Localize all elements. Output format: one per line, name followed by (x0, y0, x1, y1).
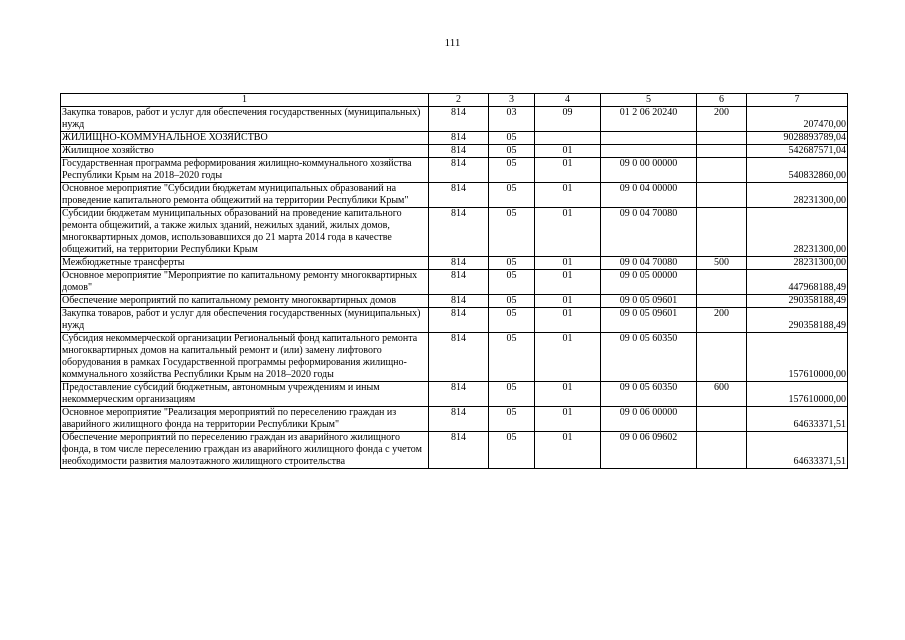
subsection-code-cell: 01 (535, 295, 601, 308)
subsection-code-cell: 01 (535, 257, 601, 270)
ministry-code-cell: 814 (429, 270, 489, 295)
target-article-cell: 09 0 00 00000 (601, 158, 697, 183)
section-code-cell: 05 (489, 270, 535, 295)
column-header: 7 (747, 94, 848, 107)
expense-type-cell (697, 432, 747, 469)
subsection-code-cell: 01 (535, 382, 601, 407)
target-article-cell: 09 0 05 60350 (601, 333, 697, 382)
subsection-code-cell: 01 (535, 208, 601, 257)
amount-cell: 64633371,51 (747, 407, 848, 432)
target-article-cell: 09 0 04 00000 (601, 183, 697, 208)
section-code-cell: 03 (489, 107, 535, 132)
subsection-code-cell: 01 (535, 432, 601, 469)
ministry-code-cell: 814 (429, 132, 489, 145)
expense-type-cell (697, 407, 747, 432)
ministry-code-cell: 814 (429, 382, 489, 407)
amount-cell: 290358188,49 (747, 295, 848, 308)
section-code-cell: 05 (489, 208, 535, 257)
budget-table (60, 93, 848, 469)
expense-type-cell (697, 270, 747, 295)
item-name-cell: Межбюджетные трансферты (61, 257, 429, 270)
subsection-code-cell: 01 (535, 407, 601, 432)
target-article-cell: 09 0 04 70080 (601, 257, 697, 270)
subsection-code-cell: 01 (535, 308, 601, 333)
amount-cell: 207470,00 (747, 107, 848, 132)
table-row (61, 158, 848, 183)
amount-cell: 542687571,04 (747, 145, 848, 158)
section-code-cell: 05 (489, 308, 535, 333)
section-code-cell: 05 (489, 407, 535, 432)
amount-cell: 9028893789,04 (747, 132, 848, 145)
expense-type-cell: 500 (697, 257, 747, 270)
subsection-code-cell: 01 (535, 333, 601, 382)
ministry-code-cell: 814 (429, 107, 489, 132)
ministry-code-cell: 814 (429, 295, 489, 308)
expense-type-cell (697, 145, 747, 158)
item-name-cell: Жилищное хозяйство (61, 145, 429, 158)
table-row (61, 132, 848, 145)
section-code-cell: 05 (489, 132, 535, 145)
item-name-cell: Субсидия некоммерческой организации Региональный фонд капитального ремонта многоквартирных домов на капитальный ремонт и (или) замену лифтового оборудования в рамках Государственной программы реформирования жилищно-коммунального хозяйства Республики Крым на 2018–2020 годы (61, 333, 429, 382)
table-row (61, 257, 848, 270)
item-name-cell: Закупка товаров, работ и услуг для обеспечения государственных (муниципальных) нужд (61, 308, 429, 333)
target-article-cell: 09 0 05 09601 (601, 295, 697, 308)
expense-type-cell (697, 333, 747, 382)
section-code-cell: 05 (489, 158, 535, 183)
section-code-cell: 05 (489, 432, 535, 469)
amount-cell: 157610000,00 (747, 382, 848, 407)
amount-cell: 28231300,00 (747, 183, 848, 208)
subsection-code-cell: 01 (535, 270, 601, 295)
table-row (61, 270, 848, 295)
table-header-row (61, 94, 848, 107)
table-row (61, 432, 848, 469)
target-article-cell (601, 145, 697, 158)
item-name-cell: Субсидии бюджетам муниципальных образований на проведение капитального ремонта общежитий, а также жилых зданий, нежилых зданий, жилых домов, многоквартирных домов, использовавшихся до 21 марта 2014 года в качестве общежитий, на территории Республики Крым (61, 208, 429, 257)
expense-type-cell (697, 295, 747, 308)
section-code-cell: 05 (489, 333, 535, 382)
ministry-code-cell: 814 (429, 208, 489, 257)
column-header: 2 (429, 94, 489, 107)
item-name-cell: Обеспечение мероприятий по переселению граждан из аварийного жилищного фонда, в том числе переселению граждан из аварийного жилищного фонда с учетом необходимости развития малоэтажного жилищного строительства (61, 432, 429, 469)
column-header: 4 (535, 94, 601, 107)
ministry-code-cell: 814 (429, 158, 489, 183)
amount-cell: 157610000,00 (747, 333, 848, 382)
ministry-code-cell: 814 (429, 308, 489, 333)
expense-type-cell: 200 (697, 308, 747, 333)
target-article-cell: 09 0 04 70080 (601, 208, 697, 257)
ministry-code-cell: 814 (429, 333, 489, 382)
expense-type-cell: 200 (697, 107, 747, 132)
target-article-cell: 01 2 06 20240 (601, 107, 697, 132)
column-header: 5 (601, 94, 697, 107)
subsection-code-cell: 01 (535, 183, 601, 208)
target-article-cell: 09 0 06 00000 (601, 407, 697, 432)
target-article-cell: 09 0 06 09602 (601, 432, 697, 469)
amount-cell: 28231300,00 (747, 208, 848, 257)
expense-type-cell (697, 183, 747, 208)
item-name-cell: Государственная программа реформирования жилищно-коммунального хозяйства Республики Крым на 2018–2020 годы (61, 158, 429, 183)
amount-cell: 447968188,49 (747, 270, 848, 295)
target-article-cell: 09 0 05 09601 (601, 308, 697, 333)
item-name-cell: Основное мероприятие "Реализация мероприятий по переселению граждан из аварийного жилищного фонда на территории Республики Крым" (61, 407, 429, 432)
item-name-cell: Основное мероприятие "Мероприятие по капитальному ремонту многоквартирных домов" (61, 270, 429, 295)
target-article-cell: 09 0 05 00000 (601, 270, 697, 295)
table-row (61, 295, 848, 308)
item-name-cell: Обеспечение мероприятий по капитальному ремонту многоквартирных домов (61, 295, 429, 308)
item-name-cell: Закупка товаров, работ и услуг для обеспечения государственных (муниципальных) нужд (61, 107, 429, 132)
ministry-code-cell: 814 (429, 183, 489, 208)
table-row (61, 208, 848, 257)
ministry-code-cell: 814 (429, 145, 489, 158)
subsection-code-cell (535, 132, 601, 145)
column-header: 1 (61, 94, 429, 107)
item-name-cell: Предоставление субсидий бюджетным, автономным учреждениям и иным некоммерческим организациям (61, 382, 429, 407)
amount-cell: 290358188,49 (747, 308, 848, 333)
target-article-cell: 09 0 05 60350 (601, 382, 697, 407)
section-code-cell: 05 (489, 145, 535, 158)
target-article-cell (601, 132, 697, 145)
section-code-cell: 05 (489, 183, 535, 208)
amount-cell: 64633371,51 (747, 432, 848, 469)
subsection-code-cell: 09 (535, 107, 601, 132)
expense-type-cell (697, 208, 747, 257)
table-row (61, 407, 848, 432)
table-row (61, 107, 848, 132)
item-name-cell: ЖИЛИЩНО-КОММУНАЛЬНОЕ ХОЗЯЙСТВО (61, 132, 429, 145)
section-code-cell: 05 (489, 257, 535, 270)
subsection-code-cell: 01 (535, 158, 601, 183)
ministry-code-cell: 814 (429, 432, 489, 469)
ministry-code-cell: 814 (429, 407, 489, 432)
expense-type-cell (697, 132, 747, 145)
expense-type-cell (697, 158, 747, 183)
column-header: 3 (489, 94, 535, 107)
table-row (61, 145, 848, 158)
page-number: 111 (444, 37, 461, 49)
table-row (61, 382, 848, 407)
table-row (61, 333, 848, 382)
item-name-cell: Основное мероприятие "Субсидии бюджетам муниципальных образований на проведение капитального ремонта общежитий на территории Республики Крым" (61, 183, 429, 208)
amount-cell: 28231300,00 (747, 257, 848, 270)
expense-type-cell: 600 (697, 382, 747, 407)
subsection-code-cell: 01 (535, 145, 601, 158)
column-header: 6 (697, 94, 747, 107)
section-code-cell: 05 (489, 295, 535, 308)
table-row (61, 308, 848, 333)
table-row (61, 183, 848, 208)
amount-cell: 540832860,00 (747, 158, 848, 183)
ministry-code-cell: 814 (429, 257, 489, 270)
section-code-cell: 05 (489, 382, 535, 407)
